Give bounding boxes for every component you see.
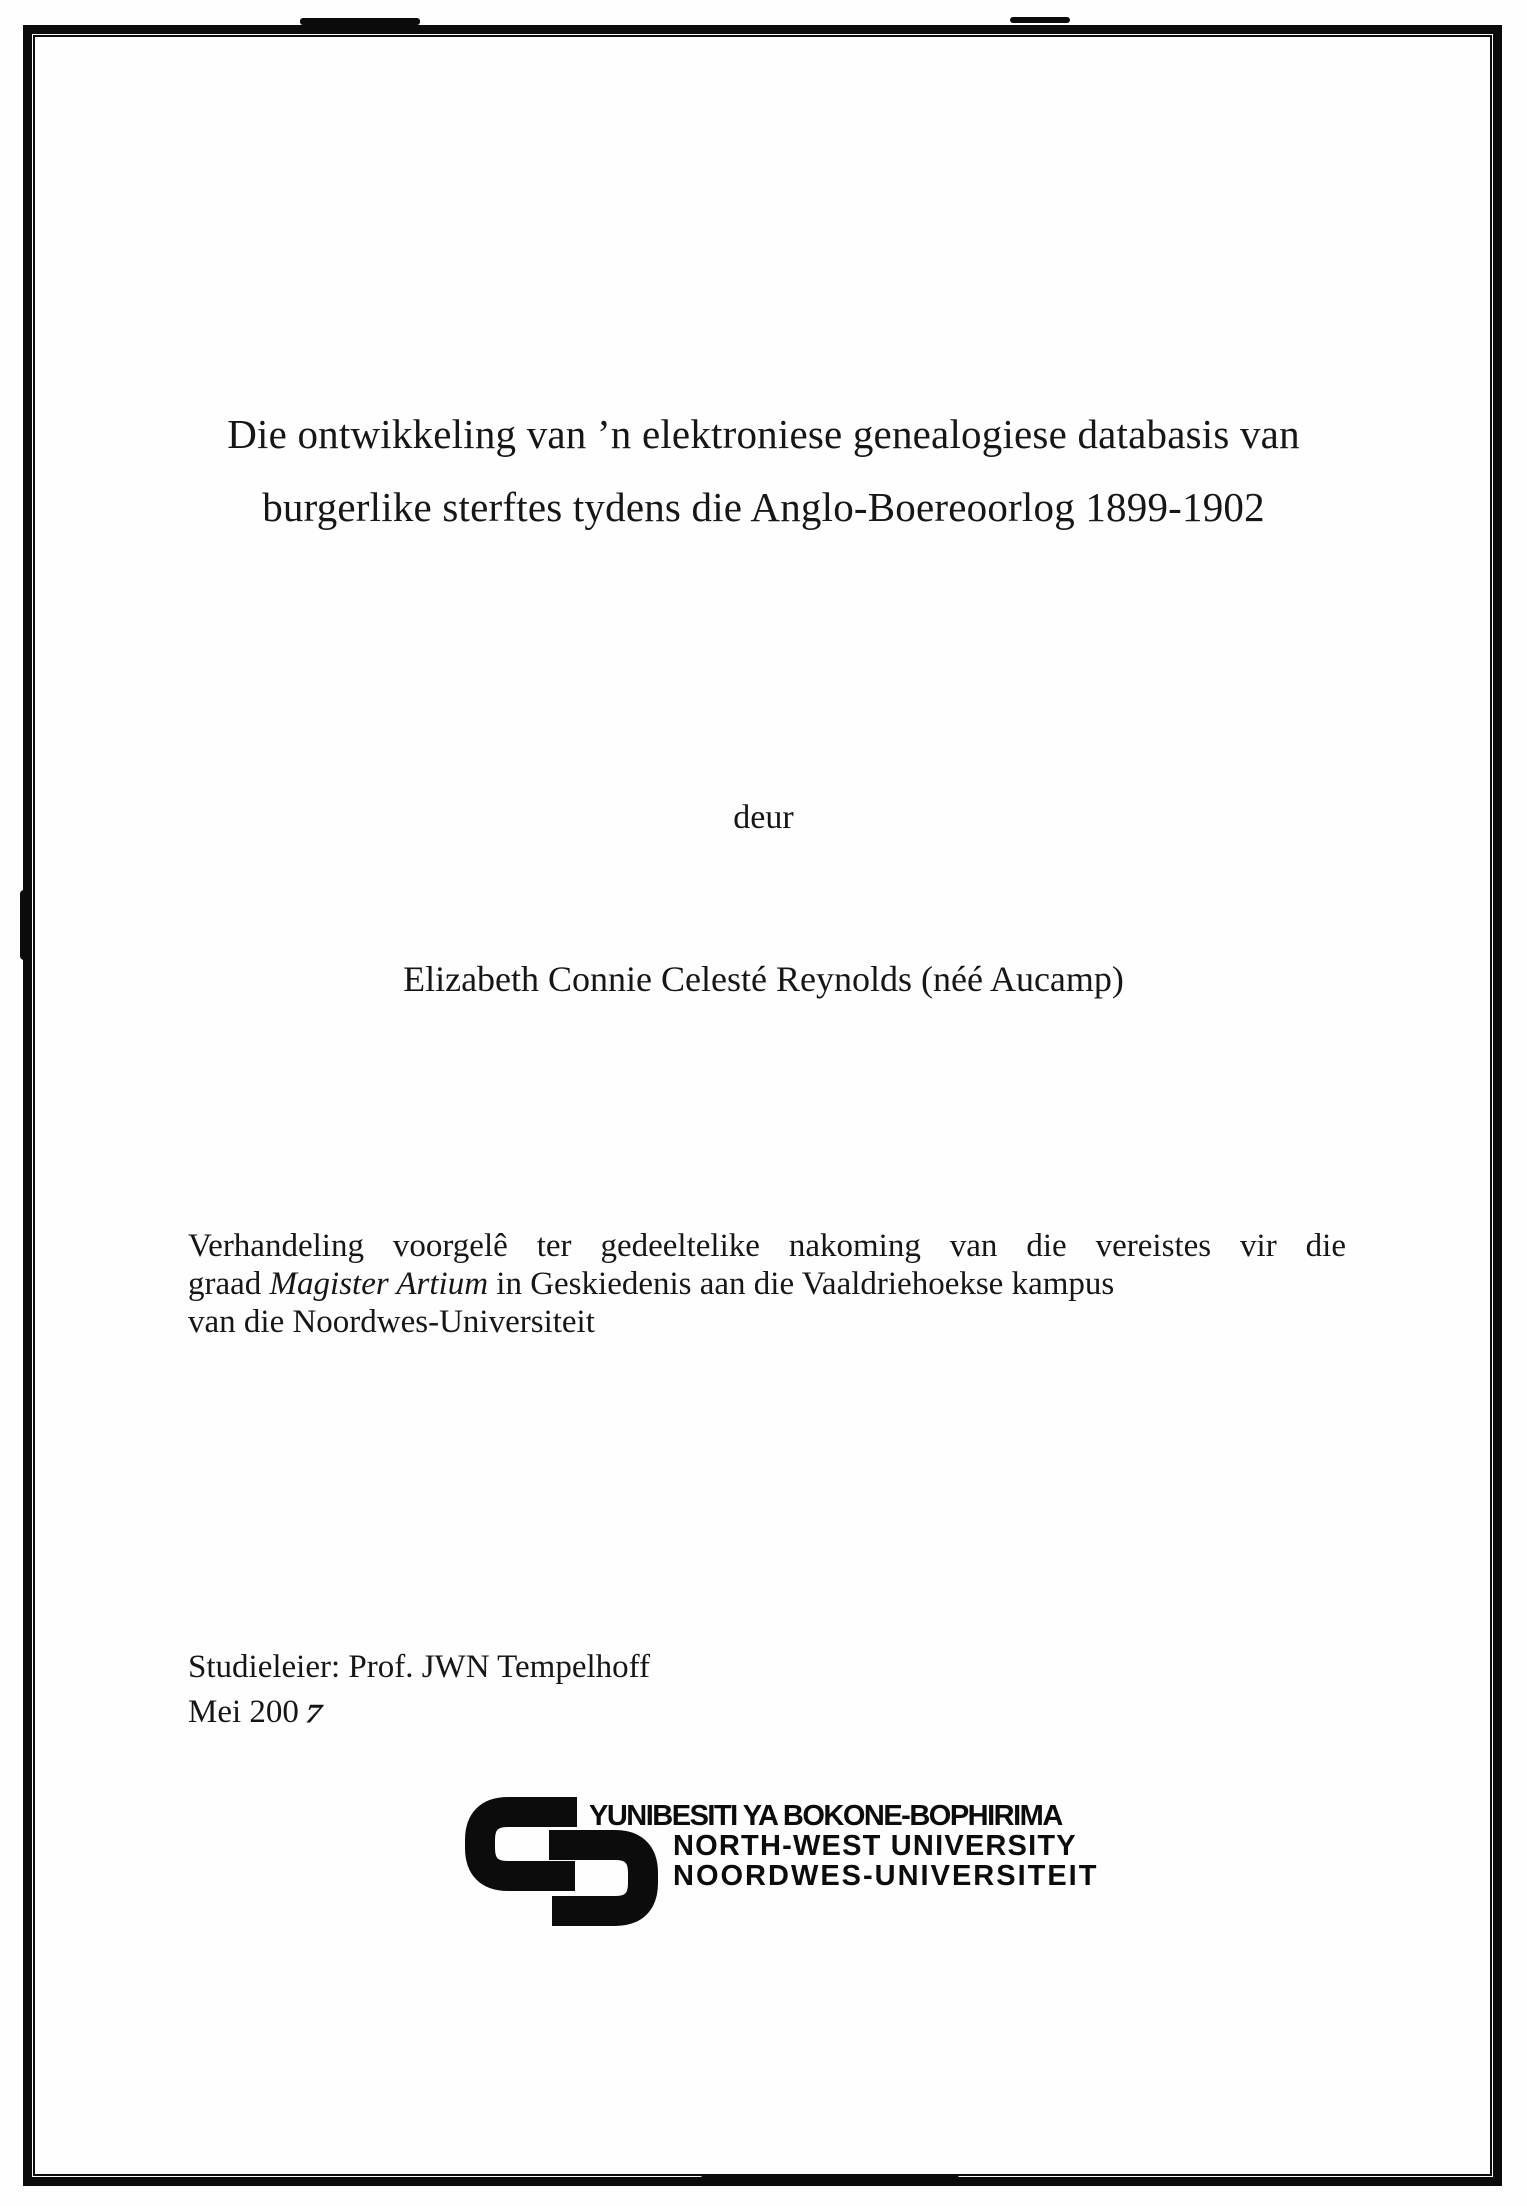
date-prefix: Mei 200 (188, 1694, 299, 1730)
logo-line-setswana: YUNIBESITI YA BOKONE-BOPHIRIMA (589, 1800, 1062, 1832)
author-name: Elizabeth Connie Celesté Reynolds (néé Aucamp) (403, 959, 1124, 999)
scan-artifact (60, 2177, 150, 2184)
date-line (188, 1690, 650, 1735)
date-last-digit: 7 (300, 1699, 327, 1730)
scan-artifact (300, 18, 420, 25)
logo-line-afrikaans: NOORDWES-UNIVERSITEIT (673, 1860, 1099, 1892)
statement-line2 (188, 1265, 1346, 1303)
supervisor-block (188, 1645, 650, 1735)
logo-text-block (589, 1801, 1098, 1891)
scan-artifact (20, 890, 29, 960)
scan-artifact (1010, 17, 1070, 23)
thesis-statement (188, 1227, 1346, 1341)
thesis-title-line1: Die ontwikkeling van ’n elektroniese genealogiese databasis van (227, 411, 1300, 457)
thesis-title-line2: burgerlike sterftes tydens die Anglo-Boereoorlog 1899-1902 (262, 484, 1265, 530)
statement-line3: van die Noordwes-Universiteit (188, 1304, 595, 1340)
logo-line-english: NORTH-WEST UNIVERSITY (673, 1830, 1077, 1862)
statement-line1: Verhandeling voorgelê ter gedeeltelike nakoming van die vereistes vir die (188, 1228, 1346, 1264)
statement-line2-prefix: graad (188, 1266, 270, 1302)
scan-artifact (700, 2176, 960, 2183)
byline-label: deur (733, 799, 794, 836)
statement-line2-suffix: in Geskiedenis aan die Vaaldriehoekse kampus (488, 1266, 1115, 1302)
degree-name: Magister Artium (269, 1266, 489, 1302)
thesis-title (0, 398, 1527, 544)
supervisor-line: Studieleier: Prof. JWN Tempelhoff (188, 1649, 651, 1685)
